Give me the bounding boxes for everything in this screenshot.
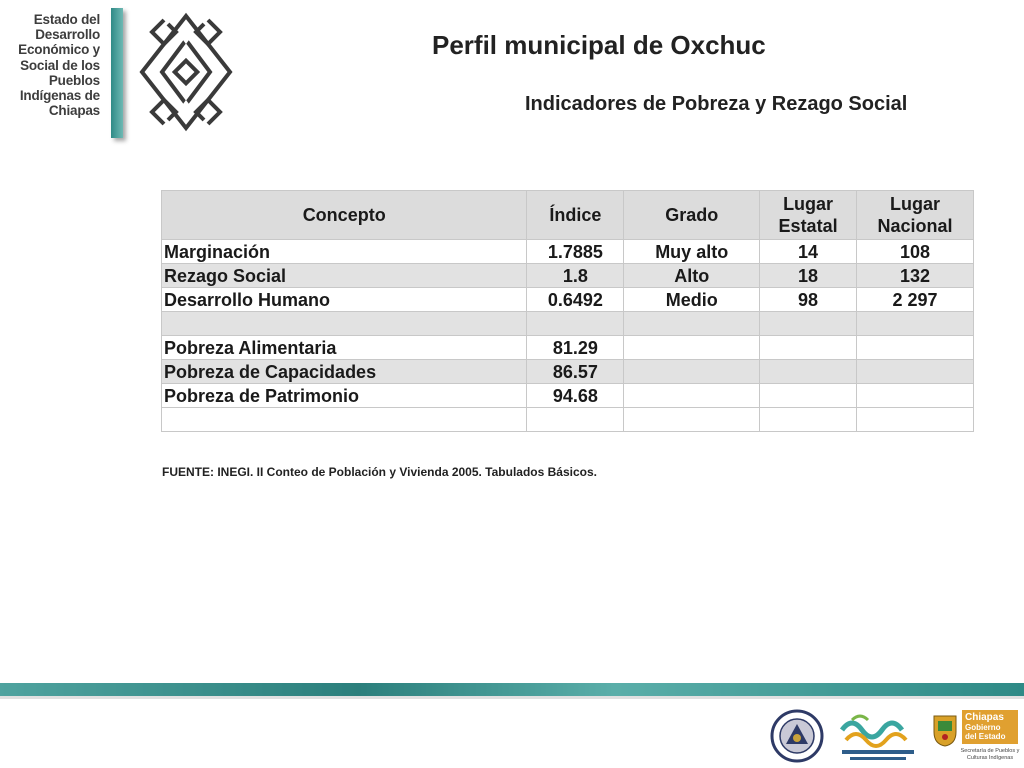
cell-lugar-estatal <box>760 360 857 384</box>
chiapas-sub2: del Estado <box>965 732 1006 741</box>
org-name-line: Pueblos <box>48 72 100 88</box>
org-name <box>14 12 100 118</box>
header-lugar-estatal-line2: Estatal <box>778 216 838 236</box>
org-name-line: Desarrollo <box>35 27 100 43</box>
org-name-line: Chiapas <box>48 103 100 119</box>
table-row <box>162 336 974 360</box>
header-lugar-estatal-line1: Lugar <box>783 194 834 214</box>
header-indice: Índice <box>527 191 624 240</box>
org-name-line: Indígenas de <box>19 88 100 104</box>
chiapas-caption: Secretaría de Pueblos y Culturas Indígenas <box>960 748 1020 761</box>
emblem-logo-icon <box>134 10 238 134</box>
cell-concepto: Pobreza de Capacidades <box>162 360 527 384</box>
page-subtitle: Indicadores de Pobreza y Rezago Social <box>525 93 908 115</box>
header-teal-bar <box>111 8 123 138</box>
header-lugar-estatal <box>760 191 857 240</box>
header-lugar-nacional-line1: Lugar <box>890 194 941 214</box>
cell-lugar-estatal <box>760 336 857 360</box>
chiapas-government-logo <box>962 710 1018 744</box>
cell-lugar-nacional: 132 <box>857 264 974 288</box>
cell-grado <box>624 408 760 432</box>
header-lugar-nacional-line2: Nacional <box>877 216 953 236</box>
cell-indice: 81.29 <box>527 336 624 360</box>
cell-lugar-nacional: 108 <box>857 240 974 264</box>
table-row <box>162 312 974 336</box>
cell-lugar-estatal <box>760 384 857 408</box>
chiapas-sub1: Gobierno <box>965 723 1001 732</box>
cell-indice: 0.6492 <box>527 288 624 312</box>
page-title: Perfil municipal de Oxchuc <box>432 30 766 60</box>
header-concepto: Concepto <box>162 191 527 240</box>
cell-lugar-estatal: 98 <box>760 288 857 312</box>
cell-concepto: Marginación <box>162 240 527 264</box>
cell-lugar-nacional: 2 297 <box>857 288 974 312</box>
table-header-row <box>162 191 974 240</box>
cell-lugar-estatal <box>760 408 857 432</box>
cell-indice: 86.57 <box>527 360 624 384</box>
indicators-table <box>161 190 974 432</box>
table-row <box>162 288 974 312</box>
cell-indice <box>527 408 624 432</box>
cell-lugar-estatal <box>760 312 857 336</box>
cell-concepto <box>162 408 527 432</box>
chiapas-title: Chiapas <box>965 712 1004 723</box>
table-row <box>162 240 974 264</box>
table-row <box>162 384 974 408</box>
cell-indice <box>527 312 624 336</box>
cell-grado: Medio <box>624 288 760 312</box>
cell-concepto: Pobreza Alimentaria <box>162 336 527 360</box>
org-name-line: Económico y <box>18 42 100 58</box>
mexico-nacion-multicultural-logo-icon <box>836 708 920 764</box>
cell-indice: 1.7885 <box>527 240 624 264</box>
cell-lugar-nacional <box>857 312 974 336</box>
cell-indice: 1.8 <box>527 264 624 288</box>
cell-concepto: Pobreza de Patrimonio <box>162 384 527 408</box>
cell-lugar-estatal: 18 <box>760 264 857 288</box>
footer-teal-band <box>0 683 1024 696</box>
cell-lugar-nacional <box>857 408 974 432</box>
header-grado: Grado <box>624 191 760 240</box>
cell-grado <box>624 312 760 336</box>
cell-grado <box>624 336 760 360</box>
cell-lugar-estatal: 14 <box>760 240 857 264</box>
cell-grado: Alto <box>624 264 760 288</box>
unam-seal-icon <box>768 708 826 764</box>
cell-grado <box>624 384 760 408</box>
chiapas-shield-icon <box>932 712 958 748</box>
cell-grado: Muy alto <box>624 240 760 264</box>
table-row <box>162 408 974 432</box>
org-name-line: Social de los <box>20 57 100 73</box>
org-name-line: Estado del <box>33 12 100 27</box>
table-row <box>162 360 974 384</box>
cell-concepto: Desarrollo Humano <box>162 288 527 312</box>
cell-indice: 94.68 <box>527 384 624 408</box>
source-note: FUENTE: INEGI. II Conteo de Población y Vivienda 2005. Tabulados Básicos. <box>162 465 597 479</box>
cell-concepto <box>162 312 527 336</box>
cell-lugar-nacional <box>857 336 974 360</box>
cell-lugar-nacional <box>857 360 974 384</box>
cell-concepto: Rezago Social <box>162 264 527 288</box>
header-lugar-nacional <box>857 191 974 240</box>
cell-grado <box>624 360 760 384</box>
table-row <box>162 264 974 288</box>
cell-lugar-nacional <box>857 384 974 408</box>
